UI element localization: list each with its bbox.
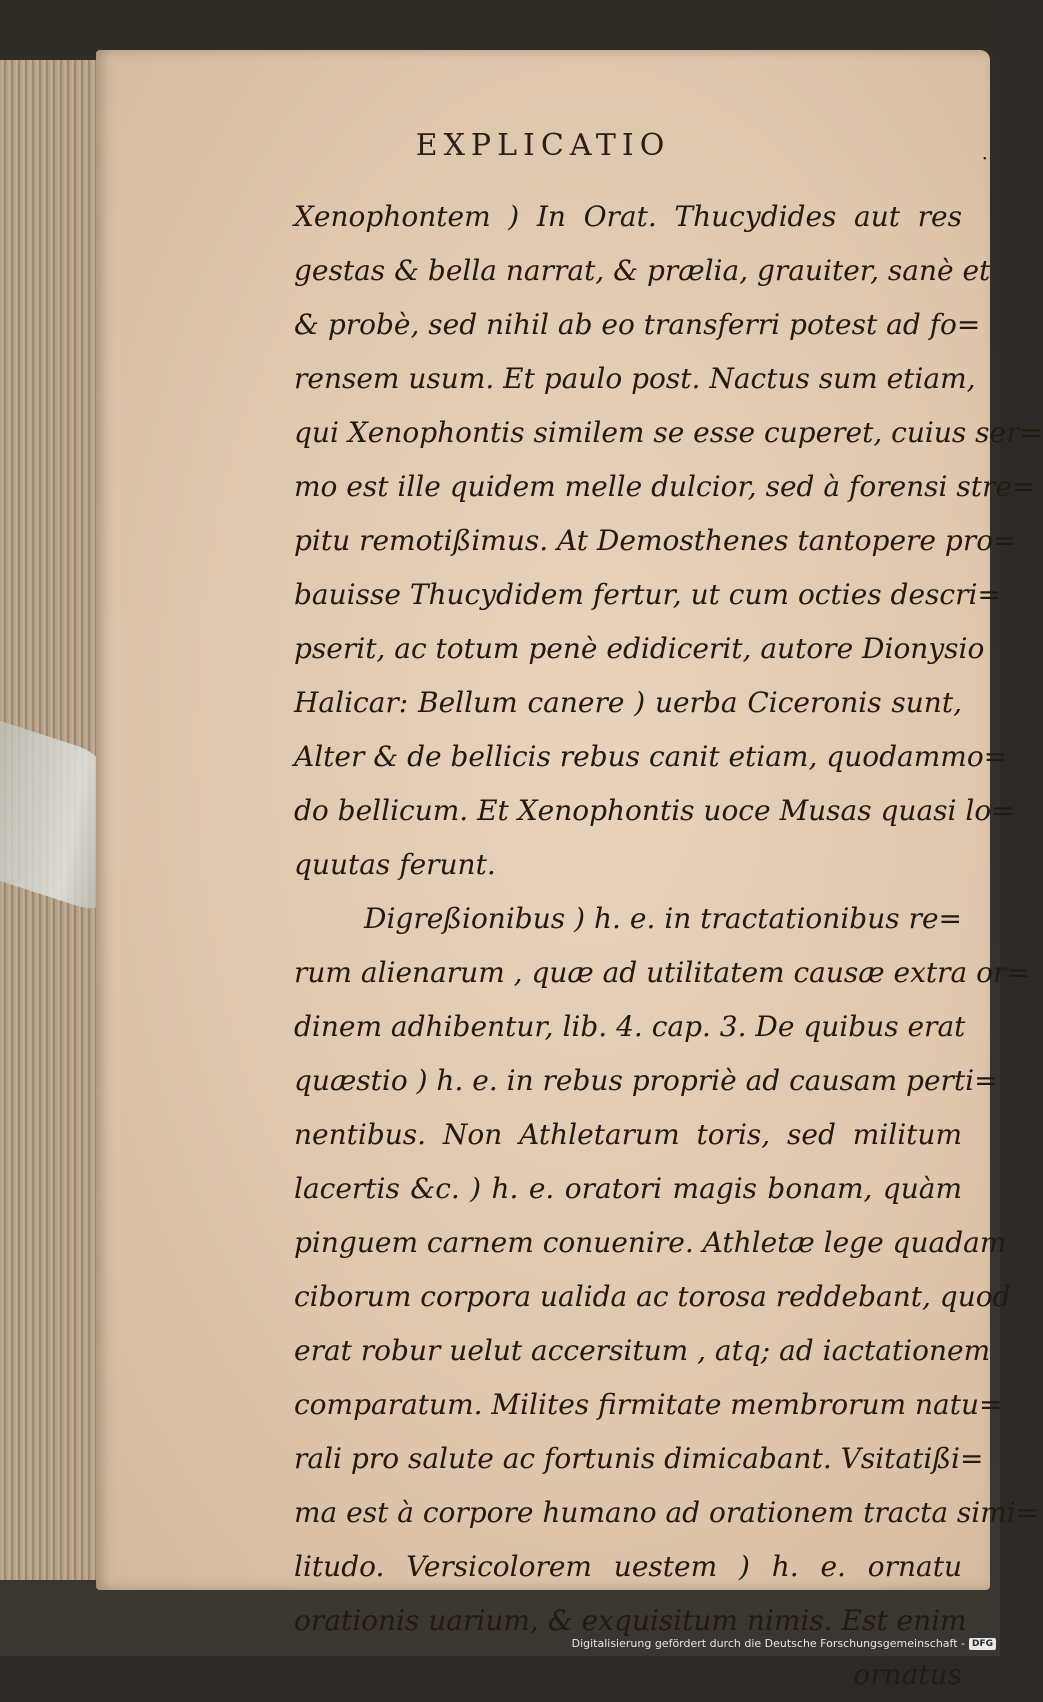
text-line: Xenophontem ) In Orat. Thucydides aut res bbox=[294, 200, 962, 233]
text-line: lacertis &c. ) h. e. oratori magis bonam, quàm bbox=[294, 1172, 962, 1205]
text-line: Alter & de bellicis rebus canit etiam, quodammo= bbox=[294, 740, 1008, 773]
dfg-logo: DFG bbox=[969, 1638, 996, 1650]
credit-text: Digitalisierung gefördert durch die Deutsche Forschungsgemeinschaft - bbox=[571, 1637, 965, 1650]
text-line: comparatum. Milites firmitate membrorum natu= bbox=[294, 1388, 1003, 1421]
text-line: mo est ille quidem melle dulcior, sed à forensi stre= bbox=[294, 470, 1036, 503]
text-line: pserit, ac totum penè edidicerit, autore Dionysio bbox=[294, 632, 985, 665]
text-line: rensem usum. Et paulo post. Nactus sum etiam, bbox=[294, 362, 976, 395]
text-line: pinguem carnem conuenire. Athletæ lege quadam bbox=[294, 1226, 1007, 1259]
text-line: qui Xenophontis similem se esse cuperet, cuius ser= bbox=[294, 416, 1043, 449]
text-line: dinem adhibentur, lib. 4. cap. 3. De quibus erat bbox=[294, 1010, 966, 1043]
text-line: rum alienarum , quæ ad utilitatem causæ extra or= bbox=[294, 956, 1030, 989]
text-line: rali pro salute ac fortunis dimicabant. Vsitatißi= bbox=[294, 1442, 984, 1475]
text-line: bauisse Thucydidem fertur, ut cum octies descri= bbox=[294, 578, 1001, 611]
text-line: do bellicum. Et Xenophontis uoce Musas quasi lo= bbox=[294, 794, 1015, 827]
text-line: ciborum corpora ualida ac torosa reddebant, quod bbox=[294, 1280, 1011, 1313]
text-line: orationis uarium, & exquisitum nimis. Est enim bbox=[294, 1604, 967, 1637]
running-header: EXPLICATIO bbox=[415, 128, 671, 163]
text-line: Digreßionibus ) h. e. in tractationibus re= bbox=[364, 902, 962, 935]
text-line: & probè, sed nihil ab eo transferri potest ad fo= bbox=[294, 308, 981, 341]
text-line: pitu remotißimus. At Demosthenes tantopere pro= bbox=[294, 524, 1017, 557]
text-line: gestas & bella narrat, & prælia, grauiter, sanè et bbox=[294, 254, 991, 287]
digitization-credit bbox=[572, 1637, 996, 1650]
text-line: litudo. Versicolorem uestem ) h. e. ornatu bbox=[294, 1550, 962, 1583]
text-line: quæstio ) h. e. in rebus propriè ad causam perti= bbox=[294, 1064, 998, 1097]
text-line: erat robur uelut accersitum , atq; ad iactationem bbox=[294, 1334, 991, 1367]
catchword: ornatus bbox=[853, 1658, 962, 1691]
text-line: nentibus. Non Athletarum toris, sed militum bbox=[294, 1118, 962, 1151]
folio-mark: · bbox=[981, 146, 988, 170]
text-line: Halicar: Bellum canere ) uerba Ciceronis sunt, bbox=[294, 686, 962, 719]
text-line: ma est à corpore humano ad orationem tracta simi= bbox=[294, 1496, 1040, 1529]
text-line: quutas ferunt. bbox=[294, 848, 496, 881]
